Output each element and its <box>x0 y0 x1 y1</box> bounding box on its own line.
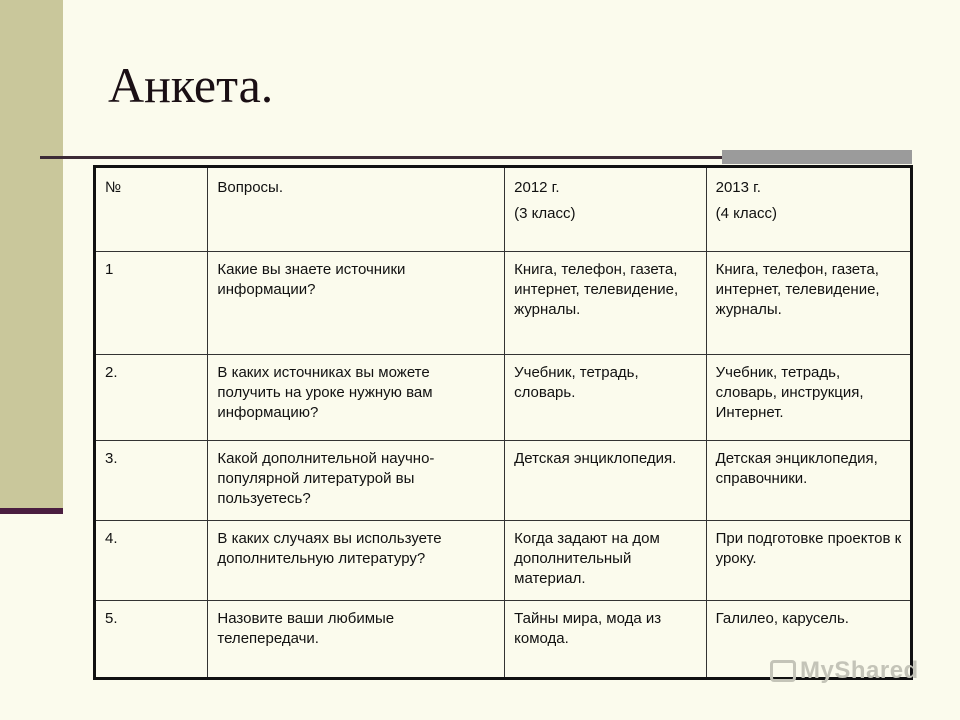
slide-title: Анкета. <box>108 57 274 113</box>
left-accent-band <box>0 0 63 513</box>
header-num: № <box>95 167 208 252</box>
watermark-text: MyShared <box>800 657 919 684</box>
table-row <box>95 252 912 355</box>
row-answer-2012: Книга, телефон, газета, интернет, телевидение, журналы. <box>505 252 706 355</box>
header-year-2012-class: (3 класс) <box>514 205 576 222</box>
header-questions: Вопросы. <box>208 167 505 252</box>
row-answer-2013: Учебник, тетрадь, словарь, инструкция, Интернет. <box>706 355 911 441</box>
header-year-2013-class: (4 класс) <box>715 205 777 222</box>
row-question: В каких случаях вы используете дополнительную литературу? <box>208 521 505 601</box>
table-row <box>95 521 912 601</box>
row-question: Какие вы знаете источники информации? <box>208 252 505 355</box>
watermark <box>770 657 919 685</box>
row-question: Какой дополнительной научно-популярной литературой вы пользуетесь? <box>208 441 505 521</box>
row-question: В каких источниках вы можете получить на уроке нужную вам информацию? <box>208 355 505 441</box>
row-num: 3. <box>95 441 208 521</box>
survey-table <box>93 165 913 680</box>
row-answer-2012: Детская энциклопедия. <box>505 441 706 521</box>
header-year-2012 <box>505 167 706 252</box>
row-num: 2. <box>95 355 208 441</box>
row-answer-2012: Учебник, тетрадь, словарь. <box>505 355 706 441</box>
row-num: 1 <box>95 252 208 355</box>
row-question: Назовите ваши любимые телепередачи. <box>208 601 505 679</box>
table-row <box>95 355 912 441</box>
row-answer-2013: При подготовке проектов к уроку. <box>706 521 911 601</box>
row-num: 4. <box>95 521 208 601</box>
header-year-2013-label: 2013 г. <box>715 179 761 196</box>
title-underline <box>40 156 722 159</box>
row-answer-2013: Галилео, карусель. <box>706 601 911 679</box>
row-answer-2013: Детская энциклопедия, справочники. <box>706 441 911 521</box>
row-answer-2013: Книга, телефон, газета, интернет, телевидение, журналы. <box>706 252 911 355</box>
header-year-2013 <box>706 167 911 252</box>
table-row <box>95 441 912 521</box>
table-header-row <box>95 167 912 252</box>
row-num: 5. <box>95 601 208 679</box>
left-accent-band-cap <box>0 508 63 514</box>
title-underline-accent <box>722 150 912 164</box>
header-year-2012-label: 2012 г. <box>514 179 560 196</box>
row-answer-2012: Когда задают на дом дополнительный материал. <box>505 521 706 601</box>
row-answer-2012: Тайны мира, мода из комода. <box>505 601 706 679</box>
watermark-logo-icon <box>770 660 796 682</box>
